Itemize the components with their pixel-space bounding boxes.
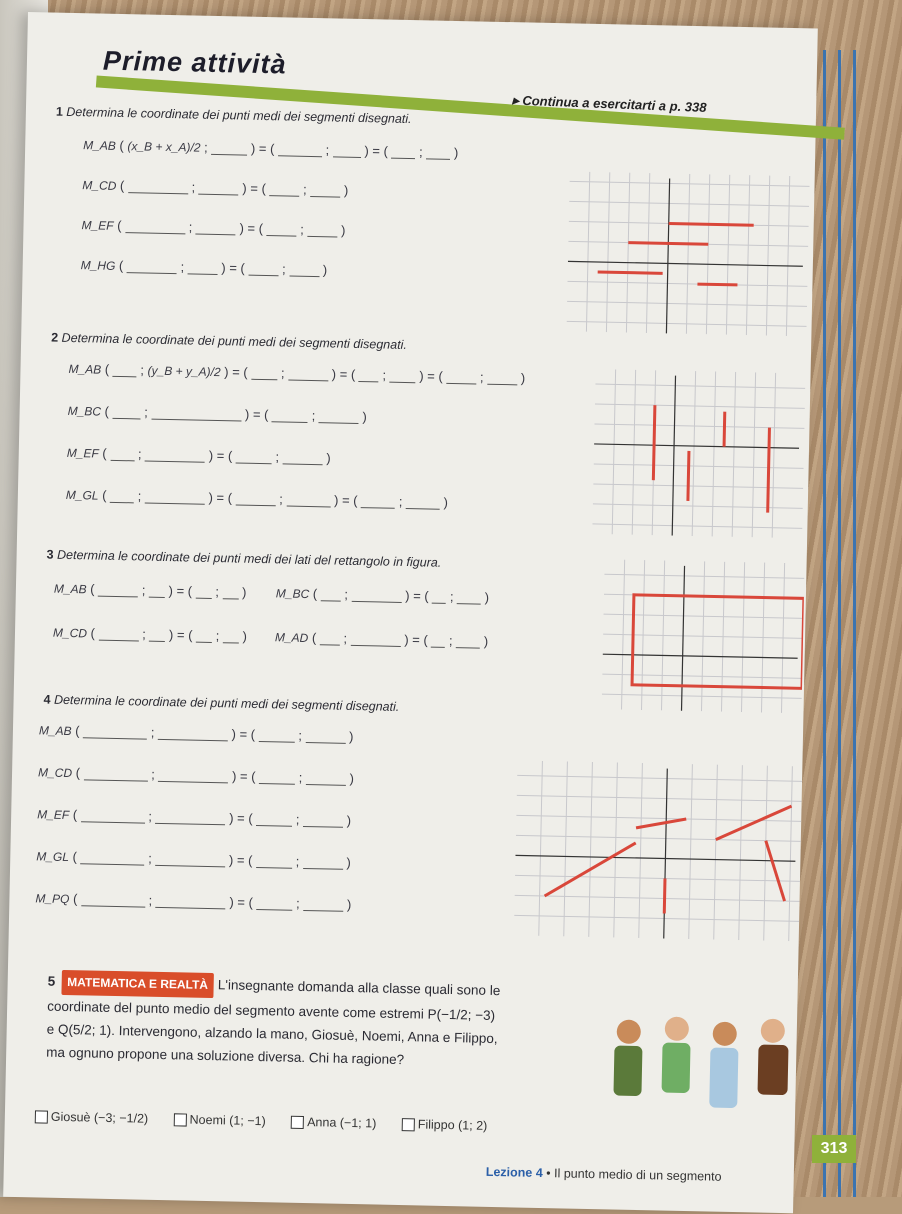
ex3-graph bbox=[602, 559, 805, 713]
checkbox[interactable] bbox=[291, 1116, 304, 1129]
ex1-graph bbox=[566, 171, 809, 336]
option-giosue[interactable]: Giosuè (−3; −1/2) bbox=[35, 1109, 149, 1126]
ex2-row-2[interactable]: M_BC ( ; ) = ( ; ) bbox=[67, 403, 368, 425]
ex3-row-2[interactable]: M_BC ( ; ) = ( ; ) bbox=[275, 586, 490, 605]
segment-bc bbox=[688, 451, 689, 501]
continue-link[interactable]: ▸ Continua a esercitarti a p. 338 bbox=[511, 92, 707, 115]
segment-ef bbox=[724, 412, 725, 447]
ex4-row-1[interactable]: M_AB ( ; ) = ( ; ) bbox=[38, 723, 354, 744]
ex1-row-1[interactable]: M_AB ( (x_B + x_A)/2 ; ) = ( ; ) = ( ; ) bbox=[83, 137, 459, 161]
ex2-row-3[interactable]: M_EF ( ; ) = ( ; ) bbox=[66, 445, 331, 466]
segment-hg bbox=[697, 284, 737, 285]
ex1-row-4[interactable]: M_HG ( ; ) = ( ; ) bbox=[80, 257, 328, 278]
answer-options bbox=[35, 1109, 510, 1133]
ex3-row-1[interactable]: M_AB ( ; ) = ( ; ) bbox=[53, 581, 247, 600]
y-axis bbox=[666, 178, 669, 333]
ex1-row-2[interactable]: M_CD ( ; ) = ( ; ) bbox=[82, 177, 349, 198]
segment-pq bbox=[765, 841, 786, 901]
segment-ab bbox=[669, 223, 754, 225]
option-anna[interactable]: Anna (−1; 1) bbox=[291, 1115, 376, 1131]
segment-ab bbox=[653, 405, 655, 480]
ex4-row-2[interactable]: M_CD ( ; ) = ( ; ) bbox=[37, 765, 355, 786]
page-edge bbox=[853, 50, 856, 1197]
page-footer: Lezione 4 • Il punto medio di un segmento bbox=[485, 1164, 722, 1184]
rectangle-abcd bbox=[632, 595, 804, 689]
ex2-graph bbox=[592, 369, 805, 538]
segment-cd bbox=[628, 243, 708, 245]
students-illustration bbox=[605, 1009, 797, 1123]
y-axis bbox=[682, 566, 685, 711]
x-axis bbox=[515, 855, 795, 861]
checkbox[interactable] bbox=[402, 1118, 415, 1131]
exercise-5: 5 MATEMATICA E REALTÀ L'insegnante domanda alla classe quali sono le coordinate del punto medio del segmento avente come estremi P(−1/2; −3) e Q(5/2; 1). Intervengono, alzando la mano, Giosuè, Noemi, Anna e Filippo, ma ognuno propone una soluzione diversa. Chi ha ragione? bbox=[46, 970, 608, 1076]
segment-gl bbox=[716, 805, 792, 842]
page-edge bbox=[823, 50, 826, 1197]
page-edge bbox=[838, 50, 841, 1197]
page-title: Prime attività bbox=[102, 45, 287, 80]
ex4-graph bbox=[514, 760, 803, 941]
y-axis bbox=[672, 376, 675, 536]
page-number: 313 bbox=[812, 1135, 856, 1163]
ex2-row-1[interactable]: M_AB ( ; (y_B + y_A)/2 ) = ( ; ) = ( ; ) = ( ; ) bbox=[68, 361, 526, 386]
segment-gl bbox=[768, 428, 770, 513]
ex4-row-5[interactable]: M_PQ ( ; ) = ( ; ) bbox=[35, 891, 352, 912]
segment-ef bbox=[664, 879, 665, 914]
exercise-3-prompt: 3 Determina le coordinate dei punti medi dei lati del rettangolo in figura. bbox=[46, 547, 442, 570]
real-world-tag: MATEMATICA E REALTÀ bbox=[61, 970, 214, 998]
ex4-row-3[interactable]: M_EF ( ; ) = ( ; ) bbox=[37, 807, 352, 828]
option-noemi[interactable]: Noemi (1; −1) bbox=[173, 1112, 265, 1128]
checkbox[interactable] bbox=[173, 1113, 186, 1126]
ex3-row-3[interactable]: M_CD ( ; ) = ( ; ) bbox=[52, 625, 248, 644]
segment-ef bbox=[598, 272, 663, 273]
ex3-row-4[interactable]: M_AD ( ; ) = ( ; ) bbox=[274, 630, 489, 649]
exercise-4-prompt: 4 Determina le coordinate dei punti medi dei segmenti disegnati. bbox=[43, 692, 400, 714]
ex1-row-3[interactable]: M_EF ( ; ) = ( ; ) bbox=[81, 217, 346, 238]
ex2-row-4[interactable]: M_GL ( ; ) = ( ; ) = ( ; ) bbox=[65, 487, 449, 510]
segment-cd bbox=[636, 818, 686, 829]
checkbox[interactable] bbox=[35, 1111, 48, 1124]
exercise-1-prompt: 1 Determina le coordinate dei punti medi dei segmenti disegnati. bbox=[55, 104, 412, 127]
option-filippo[interactable]: Filippo (1; 2) bbox=[402, 1117, 488, 1133]
book-page bbox=[3, 12, 818, 1213]
ex4-row-4[interactable]: M_GL ( ; ) = ( ; ) bbox=[36, 849, 352, 870]
exercise-2-prompt: 2 Determina le coordinate dei punti medi dei segmenti disegnati. bbox=[51, 330, 408, 353]
